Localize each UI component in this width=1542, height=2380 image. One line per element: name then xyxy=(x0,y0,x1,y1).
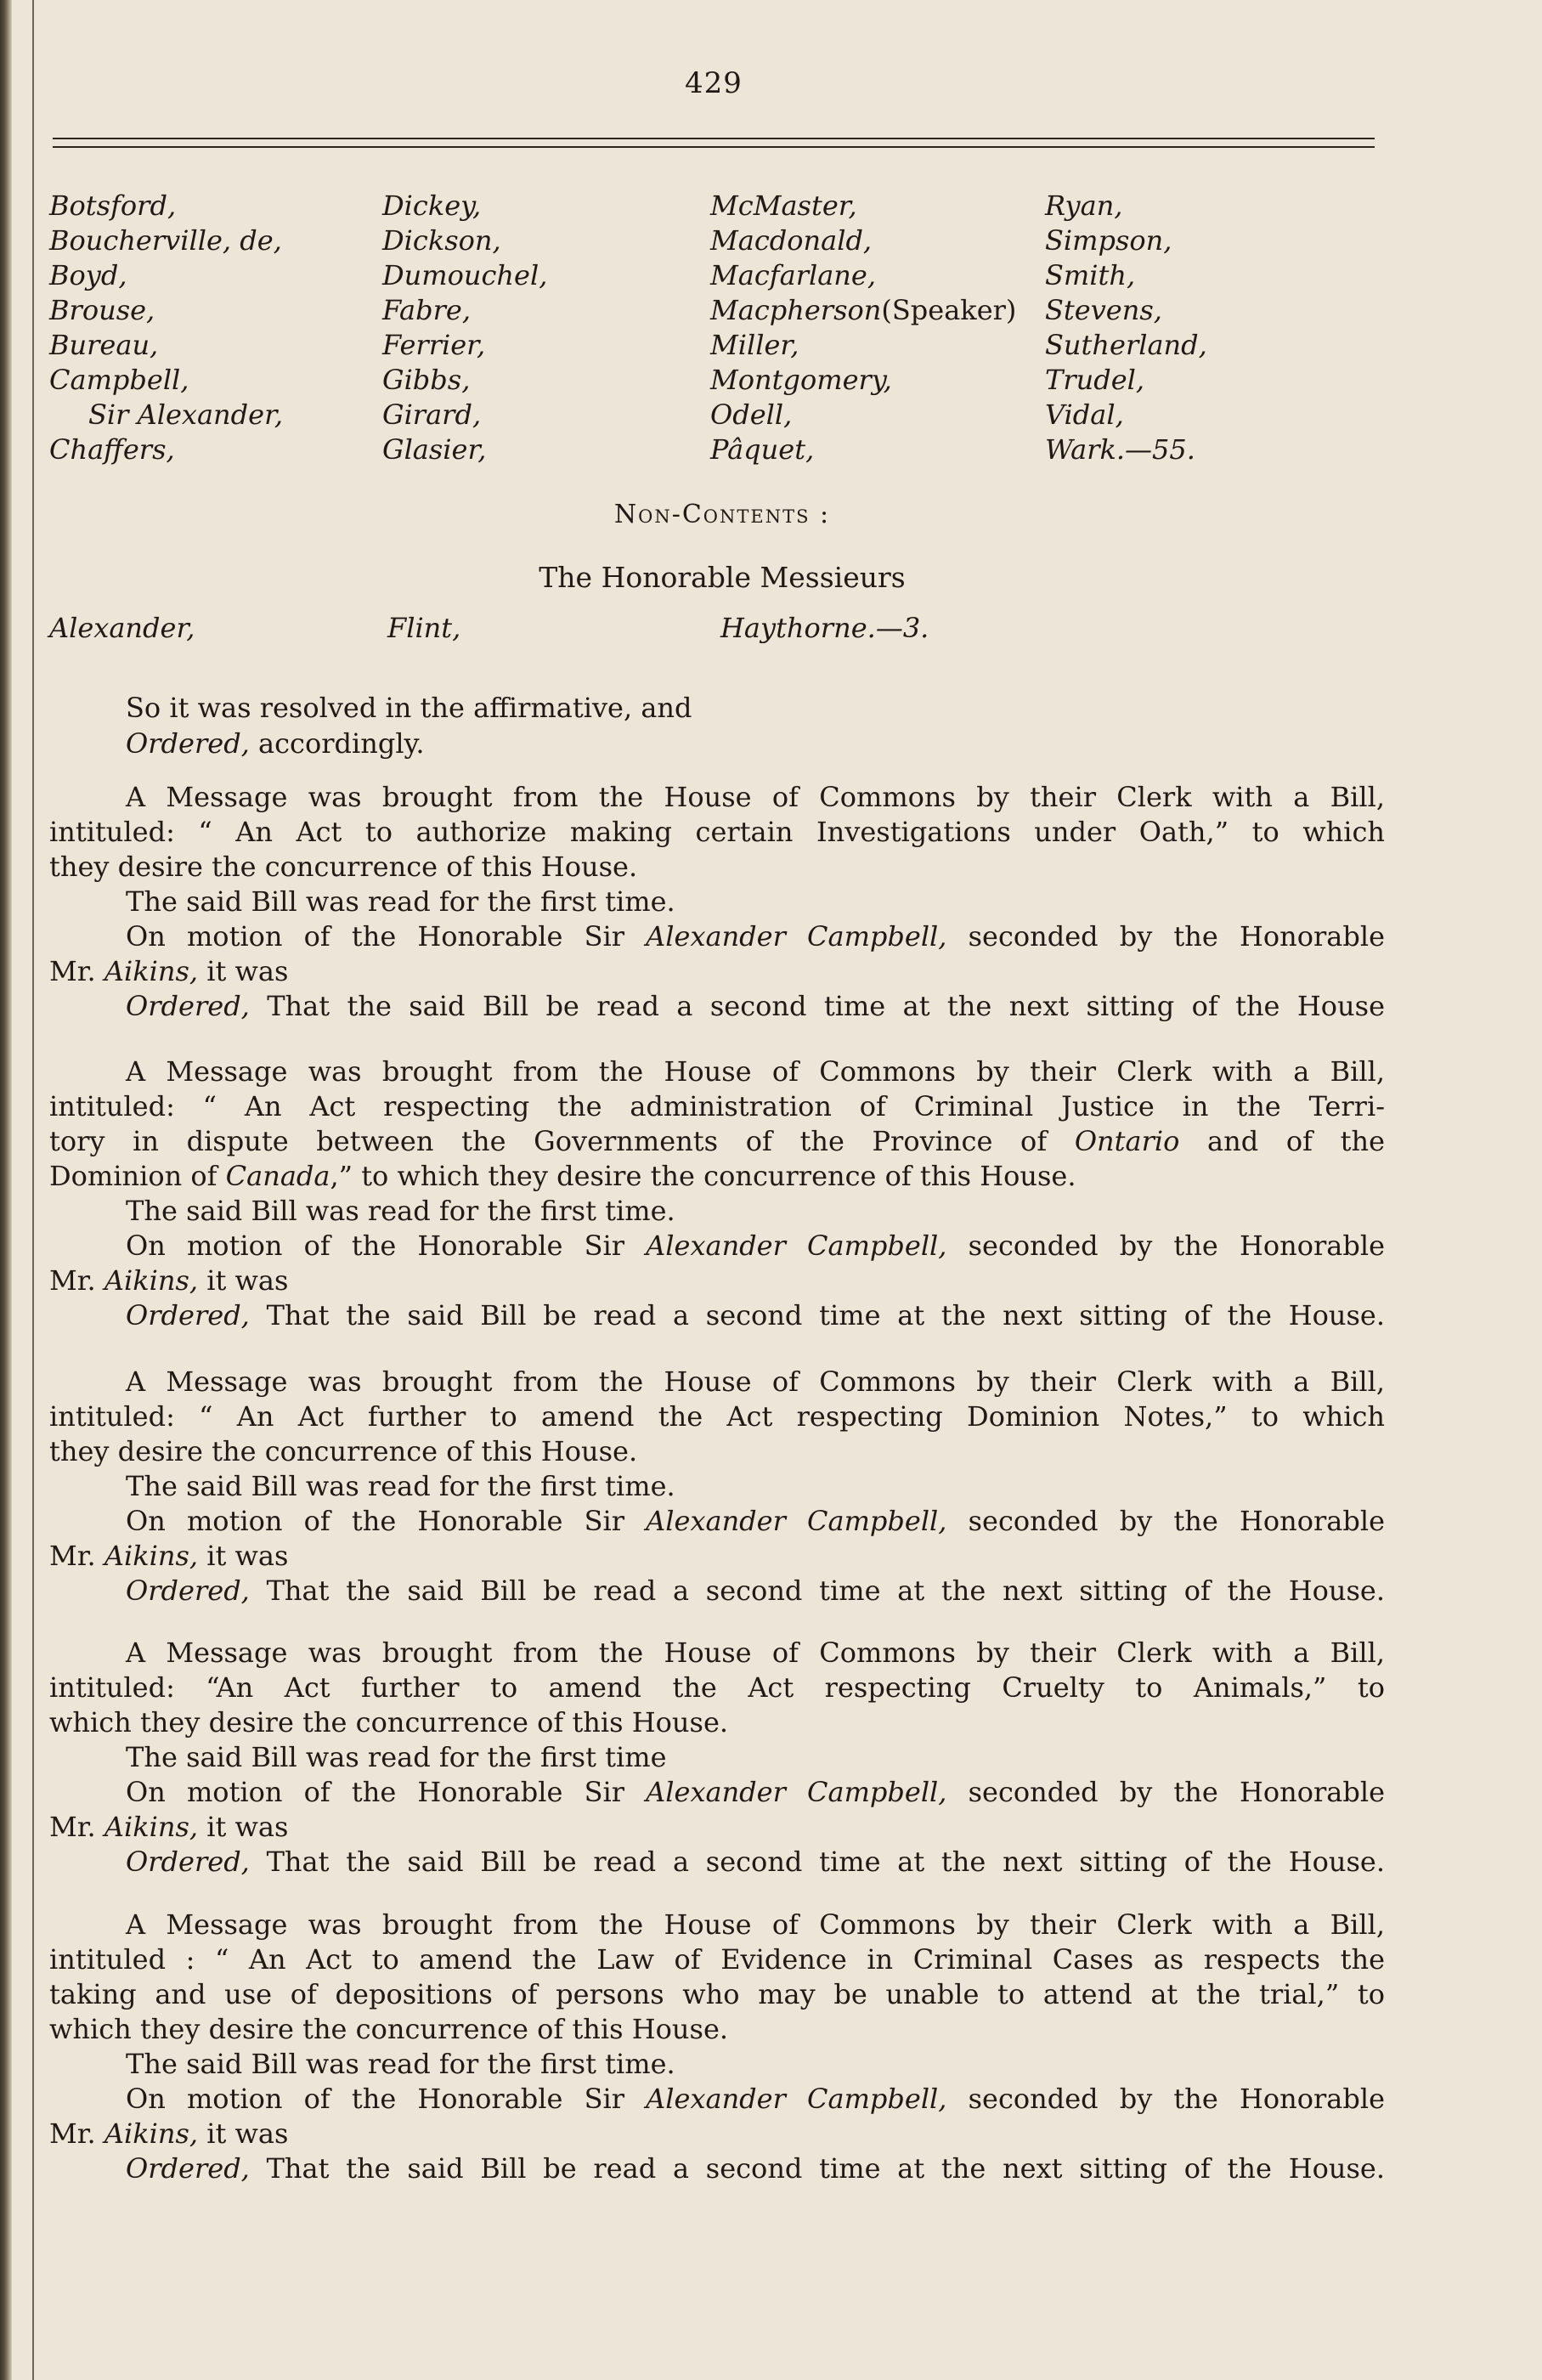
mr-title: Mr. xyxy=(49,1264,104,1297)
motion-text: On motion of the Honorable Sir xyxy=(126,920,647,953)
it-was-text: it was xyxy=(198,1811,289,1843)
name-entry: Chaffers, xyxy=(49,433,175,466)
mr-title: Mr. xyxy=(49,1811,104,1843)
message-line: which they desire the concurrence of this House. xyxy=(49,1706,729,1738)
seconder-name: Aikins, xyxy=(104,1811,199,1843)
it-was-text: it was xyxy=(198,1264,289,1297)
seconder-name: Aikins, xyxy=(104,1540,199,1572)
name-entry: Smith, xyxy=(1045,259,1136,291)
name-entry: Sir Alexander, xyxy=(88,399,284,431)
message-line: taking and use of depositions of persons who may be unable to attend at the trial,” to xyxy=(49,1978,1385,2010)
message-line: intituled: “ An Act respecting the administration of Criminal Justice in the Terri- xyxy=(49,1090,1385,1122)
ordered-line xyxy=(49,1298,1385,1333)
message-line: tory in dispute between the Governments of the Province of Ontario and of the xyxy=(49,1125,1386,1157)
ordered-text: That the said Bill be read a second time at the next sitting of the House. xyxy=(249,1299,1385,1331)
name-entry: Fabre, xyxy=(382,294,471,326)
seconder-line xyxy=(49,1263,1385,1298)
page-number: 429 xyxy=(685,66,743,100)
resolution xyxy=(126,690,692,761)
motion-text: seconded by the Honorable xyxy=(946,1776,1386,1808)
non-contents-heading: Non-Contents : xyxy=(613,500,831,529)
motion-text: seconded by the Honorable xyxy=(946,2083,1386,2115)
resolution-ordered-line xyxy=(126,726,692,761)
it-was-text: it was xyxy=(198,955,289,987)
names-column-4 xyxy=(1045,189,1207,467)
name-entry: Macfarlane, xyxy=(710,259,877,291)
ordered-text: That the said Bill be read a second time at the next sitting of the House. xyxy=(249,1574,1385,1607)
name-entry: Girard, xyxy=(382,399,482,431)
mover-name: Alexander Campbell, xyxy=(646,2083,947,2115)
mover-name: Alexander Campbell, xyxy=(646,1776,947,1808)
name-entry: Glasier, xyxy=(382,433,487,466)
name-entry: Bureau, xyxy=(49,329,159,361)
name-entry: Montgomery, xyxy=(710,364,892,396)
name-entry: Wark.—55. xyxy=(1045,433,1195,466)
motion-text: seconded by the Honorable xyxy=(946,1230,1386,1262)
name-entry: Miller, xyxy=(710,329,799,361)
message-line: Dominion of Canada,” to which they desire the concurrence of this House. xyxy=(49,1160,1076,1192)
name-entry: Macdonald, xyxy=(710,224,873,257)
message-line: which they desire the concurrence of this House. xyxy=(49,2013,729,2045)
motion-line xyxy=(49,1775,1385,1810)
names-column-2 xyxy=(382,189,547,467)
first-reading-line: The said Bill was read for the first time. xyxy=(126,1195,675,1227)
resolution-rest: accordingly. xyxy=(249,727,425,760)
seconder-line xyxy=(49,2117,1385,2151)
seconder-line xyxy=(49,1539,1385,1574)
ordered-line xyxy=(49,1574,1385,1608)
name-entry: Dickson, xyxy=(382,224,501,257)
mover-name: Alexander Campbell, xyxy=(646,1505,947,1537)
ordered-word: Ordered, xyxy=(126,727,250,760)
speaker-name: Macpherson xyxy=(710,294,882,326)
ordered-text: That the said Bill be read a second time at the next sitting of the House xyxy=(249,990,1385,1022)
ordered-word: Ordered, xyxy=(126,1846,250,1878)
message-line: A Message was brought from the House of Commons by their Clerk with a Bill, xyxy=(126,1055,1385,1088)
name-entry: Pâquet, xyxy=(710,433,815,466)
header-rule-bottom xyxy=(53,146,1375,148)
message-paragraph xyxy=(49,1636,1385,1880)
motion-line xyxy=(49,1504,1385,1539)
place-name: Ontario xyxy=(1074,1125,1180,1157)
name-entry: Campbell, xyxy=(49,364,189,396)
message-line: A Message was brought from the House of Commons by their Clerk with a Bill, xyxy=(126,781,1385,813)
resolution-line: So it was resolved in the affirmative, and xyxy=(126,692,692,724)
name-entry: Stevens, xyxy=(1045,294,1162,326)
first-reading-line: The said Bill was read for the first time. xyxy=(126,885,675,918)
header-rule-top xyxy=(53,138,1375,139)
seconder-line xyxy=(49,954,1385,989)
message-line: intituled : “ An Act to amend the Law of Evidence in Criminal Cases as respects the xyxy=(49,1943,1385,1976)
motion-text: On motion of the Honorable Sir xyxy=(126,1776,647,1808)
message-paragraph xyxy=(49,1908,1385,2186)
ordered-word: Ordered, xyxy=(126,2152,250,2185)
ordered-text: That the said Bill be read a second time at the next sitting of the House. xyxy=(249,2152,1385,2185)
name-entry: Haythorne.—3. xyxy=(720,612,929,644)
seconder-name: Aikins, xyxy=(104,1264,199,1297)
name-entry: Botsford, xyxy=(49,189,177,222)
motion-text: seconded by the Honorable xyxy=(946,920,1386,953)
name-entry: Gibbs, xyxy=(382,364,471,396)
name-entry: Dumouchel, xyxy=(382,259,548,291)
ordered-word: Ordered, xyxy=(126,1574,250,1607)
message-line: they desire the concurrence of this House. xyxy=(49,1435,638,1467)
message-line: A Message was brought from the House of Commons by their Clerk with a Bill, xyxy=(126,1637,1385,1669)
first-reading-line: The said Bill was read for the first time. xyxy=(126,1470,675,1502)
message-line: they desire the concurrence of this House. xyxy=(49,851,638,883)
name-entry: Trudel, xyxy=(1045,364,1145,396)
name-entry: Brouse, xyxy=(49,294,155,326)
name-entry: Boyd, xyxy=(49,259,127,291)
mr-title: Mr. xyxy=(49,955,104,987)
place-name: Canada xyxy=(225,1160,330,1192)
seconder-name: Aikins, xyxy=(104,955,199,987)
name-entry: McMaster, xyxy=(710,189,857,222)
ordered-line xyxy=(49,1845,1385,1880)
seconder-name: Aikins, xyxy=(104,2117,199,2150)
name-entry: Vidal, xyxy=(1045,399,1124,431)
name-entry: Simpson, xyxy=(1045,224,1172,257)
mr-title: Mr. xyxy=(49,2117,104,2150)
mover-name: Alexander Campbell, xyxy=(646,920,947,953)
first-reading-line: The said Bill was read for the first time. xyxy=(126,2048,675,2080)
name-entry: Alexander, xyxy=(49,612,195,644)
it-was-text: it was xyxy=(198,2117,289,2150)
name-entry: Boucherville, de, xyxy=(49,224,282,257)
message-line: intituled: “ An Act to authorize making certain Investigations under Oath,” to which xyxy=(49,816,1385,848)
names-column-3 xyxy=(710,189,1016,467)
message-line: A Message was brought from the House of Commons by their Clerk with a Bill, xyxy=(126,1908,1385,1941)
name-entry: Dickey, xyxy=(382,189,482,222)
name-entry: Odell, xyxy=(710,399,793,431)
non-contents-subheading: The Honorable Messieurs xyxy=(539,561,906,594)
message-line: intituled: “An Act further to amend the Act respecting Cruelty to Animals,” to xyxy=(49,1671,1385,1704)
it-was-text: it was xyxy=(198,1540,289,1572)
ordered-text: That the said Bill be read a second time at the next sitting of the House. xyxy=(249,1846,1385,1878)
message-paragraph xyxy=(49,1365,1385,1608)
motion-text: seconded by the Honorable xyxy=(946,1505,1386,1537)
motion-line xyxy=(49,1229,1385,1263)
ordered-line xyxy=(49,989,1385,1024)
ordered-word: Ordered, xyxy=(126,990,250,1022)
first-reading-line: The said Bill was read for the first time xyxy=(126,1741,667,1773)
name-entry: Flint, xyxy=(387,612,461,644)
message-paragraph xyxy=(49,780,1385,1024)
mover-name: Alexander Campbell, xyxy=(646,1230,947,1262)
name-entry: Ryan, xyxy=(1045,189,1123,222)
message-paragraph xyxy=(49,1054,1385,1333)
non-contents-names xyxy=(49,612,1409,647)
ordered-line xyxy=(49,2151,1385,2186)
motion-text: On motion of the Honorable Sir xyxy=(126,2083,647,2115)
message-line: A Message was brought from the House of Commons by their Clerk with a Bill, xyxy=(126,1365,1385,1398)
name-entry: Ferrier, xyxy=(382,329,486,361)
motion-line xyxy=(49,2082,1385,2117)
message-line: intituled: “ An Act further to amend the Act respecting Dominion Notes,” to which xyxy=(49,1400,1385,1433)
motion-text: On motion of the Honorable Sir xyxy=(126,1505,647,1537)
seconder-line xyxy=(49,1810,1385,1845)
motion-text: On motion of the Honorable Sir xyxy=(126,1230,647,1262)
name-entry: Sutherland, xyxy=(1045,329,1207,361)
speaker-label: (Speaker) xyxy=(881,294,1017,326)
ordered-word: Ordered, xyxy=(126,1299,250,1331)
names-column-1 xyxy=(49,189,283,467)
mr-title: Mr. xyxy=(49,1540,104,1572)
name-entry-speaker xyxy=(710,293,1016,328)
motion-line xyxy=(49,919,1385,954)
